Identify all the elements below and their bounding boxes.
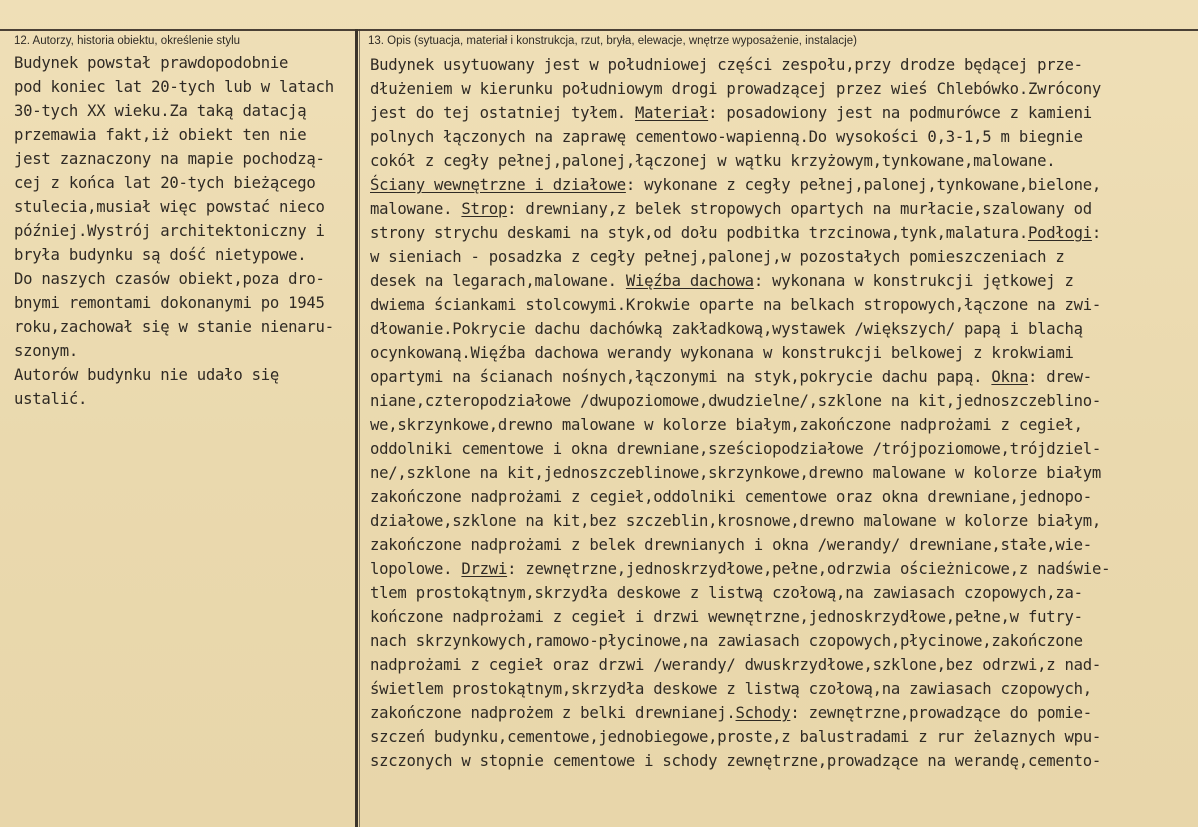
text-line: opartymi na ścianach nośnych,łączonymi na styk,pokrycie dachu papą. Okna: drew- bbox=[370, 368, 1092, 386]
section-12-body bbox=[14, 51, 334, 411]
text-line: roku,zachował się w stanie nienaru- bbox=[14, 318, 334, 336]
text-line: przemawia fakt,iż obiekt ten nie bbox=[14, 126, 307, 144]
text-line: działowe,szklone na kit,bez szczeblin,krosnowe,drewno malowane w kolorze białym, bbox=[370, 512, 1102, 530]
text-line: malowane. Strop: drewniany,z belek stropowych opartych na murłacie,szalowany od bbox=[370, 200, 1092, 218]
text-line: cokół z cegły pełnej,palonej,łączonej w wątku krzyżowym,tynkowane,malowane. bbox=[370, 152, 1056, 170]
text-line: zakończone nadprożem z belki drewnianej.Schody: zewnętrzne,prowadzące do pomie- bbox=[370, 704, 1092, 722]
text-line: pod koniec lat 20-tych lub w latach bbox=[14, 78, 334, 96]
text-line: Budynek usytuowany jest w południowej części zespołu,przy drodze będącej prze- bbox=[370, 56, 1083, 74]
text-line: dwiema ściankami stolcowymi.Krokwie oparte na belkach stropowych,łączone na zwi- bbox=[370, 296, 1102, 314]
section-13-heading: 13. Opis (sytuacja, materiał i konstrukcja, rzut, bryła, elewacje, wnętrze wyposażenie, instalacje) bbox=[368, 35, 857, 47]
text-line: Budynek powstał prawdopodobnie bbox=[14, 54, 289, 72]
section-13-body bbox=[370, 53, 1110, 773]
text-line: ocynkowaną.Więźba dachowa werandy wykonana w konstrukcji belkowej z krokwiami bbox=[370, 344, 1074, 362]
text-line: szonym. bbox=[14, 342, 78, 360]
text-line: cej z końca lat 20-tych bieżącego bbox=[14, 174, 316, 192]
text-line: niane,czteropodziałowe /dwupoziomowe,dwudzielne/,szklone na kit,jednoszczeblino- bbox=[370, 392, 1102, 410]
text-line: zakończone nadprożami z belek drewnianych i okna /werandy/ drewniane,stałe,wie- bbox=[370, 536, 1092, 554]
text-line: Autorów budynku nie udało się bbox=[14, 366, 280, 384]
text-line: jest zaznaczony na mapie pochodzą- bbox=[14, 150, 325, 168]
text-line: ne/,szklone na kit,jednoszczeblinowe,skrzynkowe,drewno malowane w kolorze białym bbox=[370, 464, 1102, 482]
text-line: Ściany wewnętrzne i działowe: wykonane z cegły pełnej,palonej,tynkowane,bielone, bbox=[370, 176, 1102, 194]
column-divider bbox=[355, 29, 358, 827]
text-line: bryła budynku są dość nietypowe. bbox=[14, 246, 307, 264]
text-line: strony strychu deskami na styk,od dołu podbitka trzcinowa,tynk,malatura.Podłogi: bbox=[370, 224, 1102, 242]
text-line: polnych łączonych na zaprawę cementowo-wapienną.Do wysokości 0,3-1,5 m biegnie bbox=[370, 128, 1083, 146]
text-line: oddolniki cementowe i okna drewniane,sześciopodziałowe /trójpoziomowe,trójdziel- bbox=[370, 440, 1102, 458]
text-line: szczeń budynku,cementowe,jednobiegowe,proste,z balustradami z rur żelaznych wpu- bbox=[370, 728, 1102, 746]
text-line: tlem prostokątnym,skrzydła deskowe z listwą czołową,na zawiasach czopowych,za- bbox=[370, 584, 1083, 602]
top-rule bbox=[0, 29, 1198, 31]
text-line: stulecia,musiał więc powstać nieco bbox=[14, 198, 325, 216]
text-line: lopolowe. Drzwi: zewnętrzne,jednoskrzydłowe,pełne,odrzwia ościeżnicowe,z nadświe- bbox=[370, 560, 1111, 578]
text-line: nadprożami z cegieł oraz drzwi /werandy/ dwuskrzydłowe,szklone,bez odrzwi,z nad- bbox=[370, 656, 1102, 674]
text-line: szczonych w stopnie cementowe i schody zewnętrzne,prowadzące na werandę,cemento- bbox=[370, 752, 1102, 770]
text-line: desek na legarach,malowane. Więźba dachowa: wykonana w konstrukcji jętkowej z bbox=[370, 272, 1074, 290]
text-line: Do naszych czasów obiekt,poza dro- bbox=[14, 270, 325, 288]
text-line: kończone nadprożami z cegieł i drzwi wewnętrzne,jednoskrzydłowe,pełne,w futry- bbox=[370, 608, 1083, 626]
column-divider-shadow bbox=[359, 29, 360, 827]
text-line: nach skrzynkowych,ramowo-płycinowe,na zawiasach czopowych,płycinowe,zakończone bbox=[370, 632, 1083, 650]
text-line: bnymi remontami dokonanymi po 1945 bbox=[14, 294, 325, 312]
text-line: dłużeniem w kierunku południowym drogi prowadzącej przez wieś Chlebówko.Zwrócony bbox=[370, 80, 1102, 98]
text-line: ustalić. bbox=[14, 390, 88, 408]
text-line: w sieniach - posadzka z cegły pełnej,palonej,w pozostałych pomieszczeniach z bbox=[370, 248, 1065, 266]
section-12-heading: 12. Autorzy, historia obiektu, określenie stylu bbox=[14, 35, 241, 47]
text-line: we,skrzynkowe,drewno malowane w kolorze białym,zakończone nadprożami z cegieł, bbox=[370, 416, 1083, 434]
text-line: dłowanie.Pokrycie dachu dachówką zakładkową,wystawek /większych/ papą i blachą bbox=[370, 320, 1083, 338]
text-line: zakończone nadprożami z cegieł,oddolniki cementowe oraz okna drewniane,jednopo- bbox=[370, 488, 1092, 506]
text-line: jest do tej ostatniej tyłem. Materiał: posadowiony jest na podmurówce z kamieni bbox=[370, 104, 1092, 122]
text-line: świetlem prostokątnym,skrzydła deskowe z listwą czołową,na zawiasach czopowych, bbox=[370, 680, 1092, 698]
text-line: 30-tych XX wieku.Za taką datacją bbox=[14, 102, 307, 120]
text-line: później.Wystrój architektoniczny i bbox=[14, 222, 325, 240]
